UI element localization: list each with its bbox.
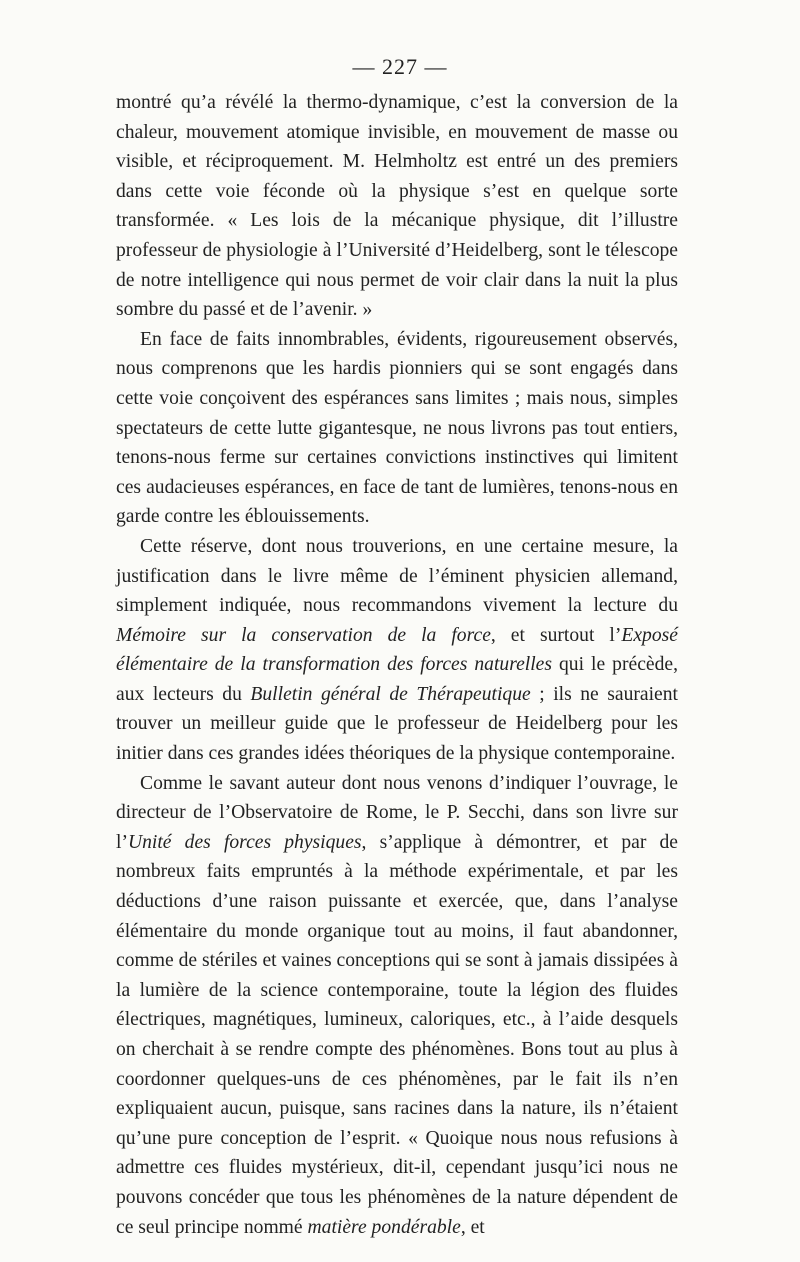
paragraph-3-text-a: Cette réserve, dont nous trouverions, en une certaine mesure, la justification dans le livre même de l’éminent physicien allemand, simplement indiquée, nous recommandons vivement la lecture du xyxy=(116,535,678,617)
paragraph-3-text-d: ; ils ne sauraient trouver un meilleur guide que le professeur de Heidelberg pour les initier dans ces grandes idées théoriques de la physique contemporaine. xyxy=(116,683,678,765)
page-number: — 227 — xyxy=(352,54,448,79)
title-expose-elementaire: Exposé élémentaire de la transformation des forces naturelles xyxy=(116,624,678,676)
title-bulletin-therapeutique: Bulletin général de Thérapeutique xyxy=(250,683,531,705)
paragraph-1-text: montré qu’a révélé la thermo-dynamique, c’est la conversion de la chaleur, mouvement atomique invisible, en mouvement de masse ou visible, et réciproquement. M. Helmholtz est entré un des premiers dans cette voie féconde où la physique s’est en quelque sorte transformée. « Les lois de la mécanique physique, dit l’illustre professeur de physiologie à l’Université d’Heidelberg, sont le télescope de notre intelligence qui nous permet de voir clair dans la nuit la plus sombre du passé et de l’avenir. » xyxy=(116,92,678,321)
paragraph-4 xyxy=(116,769,678,1243)
term-matiere-ponderable: matière pondérable xyxy=(307,1216,461,1238)
paragraph-4-text-b: , s’applique à démontrer, et par de nombreux faits empruntés à la méthode expérimentale, et par les déductions d’une raison puissante et exercée, que, dans l’analyse élémentaire du monde organique tout au moins, il faut abandonner, comme de stériles et vaines conceptions qui se sont à jamais dissipées à la lumière de la science contemporaine, toute la légion des fluides électriques, magnétiques, lumineux, caloriques, etc., à l’aide desquels on cherchait à se rendre compte des phénomènes. Bons tout au plus à coordonner quelques-uns de ces phénomènes, par le fait ils n’en expliquaient aucun, puisque, sans racines dans la nature, ils n’étaient qu’une pure conception de l’esprit. « Quoique nous nous refusions à admettre ces fluides mystérieux, dit-il, cependant jusqu’ici nous ne pouvons concéder que tous les phénomènes de la nature dépendent de ce seul principe nommé xyxy=(116,831,679,1238)
body-text xyxy=(116,88,678,1242)
paragraph-1 xyxy=(116,88,678,325)
paragraph-3 xyxy=(116,532,678,769)
paragraph-2-text: En face de faits innombrables, évidents, rigoureusement observés, nous comprenons que les hardis pionniers qui se sont engagés dans cette voie conçoivent des espérances sans limites ; mais nous, simples spectateurs de cette lutte gigantesque, ne nous livrons pas tout entiers, tenons-nous ferme sur certaines convictions instinctives qui limitent ces audacieuses espérances, en face de tant de lumières, tenons-nous en garde contre les éblouissements. xyxy=(116,328,678,528)
paragraph-4-text-a: Comme le savant auteur dont nous venons d’indiquer l’ouvrage, le directeur de l’Observatoire de Rome, le P. Secchi, dans son livre sur l’ xyxy=(116,772,678,853)
paragraph-3-text-b: , et surtout l’ xyxy=(490,624,622,646)
title-unite-forces-physiques: Unité des forces physiques xyxy=(127,831,362,853)
paragraph-3-text-c: qui le précède, aux lecteurs du xyxy=(116,654,678,705)
title-memoire-conservation-force: Mémoire sur la conservation de la force xyxy=(116,624,491,646)
paragraph-2 xyxy=(116,325,678,532)
paragraph-4-text-c: , et xyxy=(460,1216,485,1238)
